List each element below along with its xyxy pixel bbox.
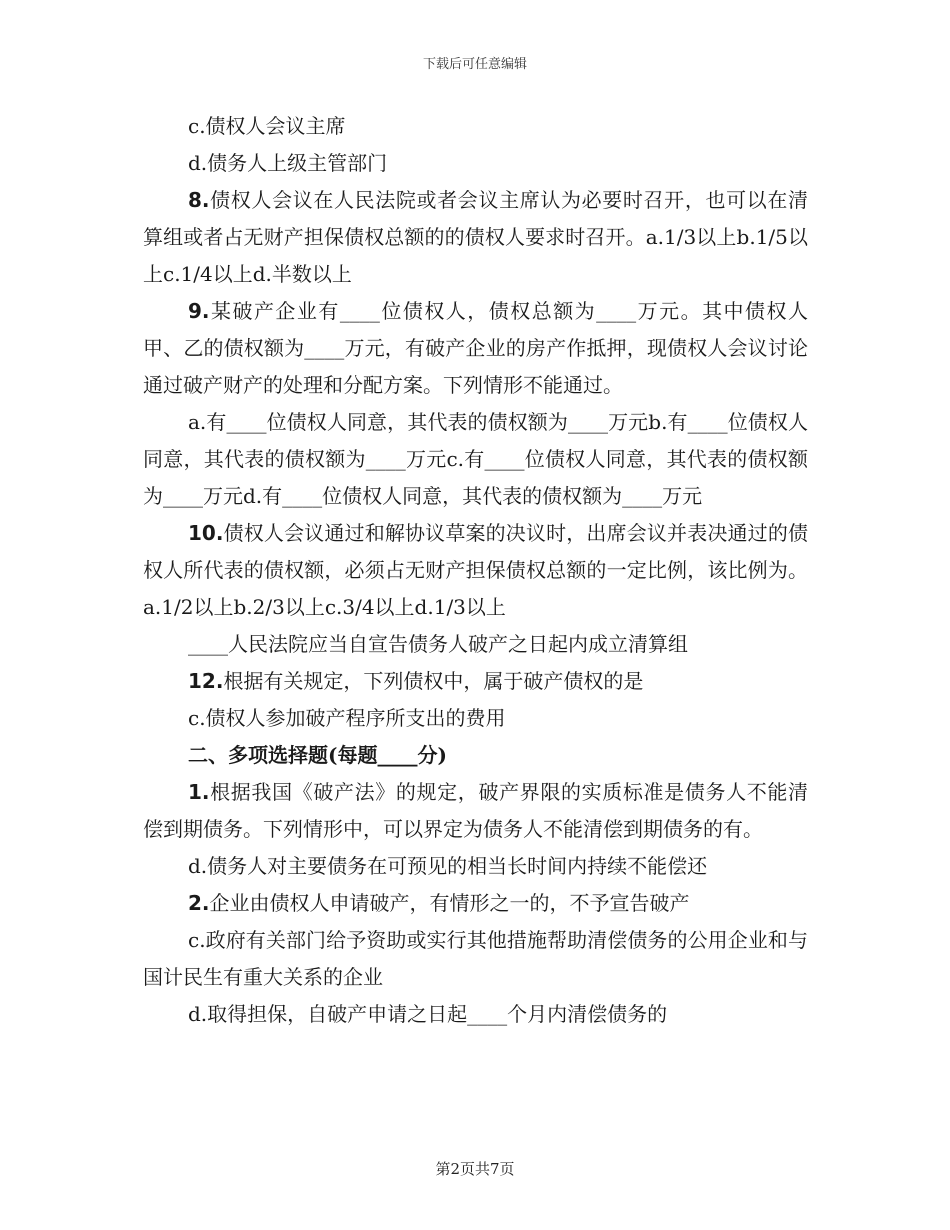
multi-question-1 — [143, 774, 808, 848]
option-line: c.政府有关部门给予资助或实行其他措施帮助清偿债务的公用企业和与国计民生有重大关系的企业 — [143, 928, 808, 989]
question-number: 9. — [188, 299, 210, 323]
option-line: d.债务人上级主管部门 — [188, 151, 388, 175]
document-body — [143, 108, 808, 1033]
question-number: 12. — [188, 669, 224, 693]
option-line: d.取得担保，自破产申请之日起____个月内清偿债务的 — [188, 1002, 668, 1026]
option-line: c.债权人会议主席 — [188, 114, 346, 138]
question-8 — [143, 182, 808, 293]
question-text: 某破产企业有____位债权人，债权总额为____万元。其中债权人甲、乙的债权额为____万元，有破产企业的房产作抵押，现债权人会议讨论通过破产财产的处理和分配方案。下列情形不能通过。 — [143, 299, 808, 397]
option-line: c.债权人参加破产程序所支出的费用 — [188, 706, 506, 730]
question-number: 2. — [188, 891, 210, 915]
question-9-options: a.有____位债权人同意，其代表的债权额为____万元b.有____位债权人同意，其代表的债权额为____万元c.有____位债权人同意，其代表的债权额为____万元d.有____位债权人同意，其代表的债权额为____万元 — [143, 410, 808, 508]
question-10 — [143, 515, 808, 626]
question-text: 债权人会议通过和解协议草案的决议时，出席会议并表决通过的债权人所代表的债权额，必须占无财产担保债权总额的一定比例，该比例为。a.1/2以上b.2/3以上c.3/4以上d.1/3以上 — [143, 521, 808, 619]
question-number: 8. — [188, 188, 210, 212]
question-text: 根据我国《破产法》的规定，破产界限的实质标准是债务人不能清偿到期债务。下列情形中，可以界定为债务人不能清偿到期债务的有。 — [143, 780, 808, 841]
question-text: 企业由债权人申请破产，有情形之一的，不予宣告破产 — [209, 891, 690, 915]
question-text: 债权人会议在人民法院或者会议主席认为必要时召开，也可以在清算组或者占无财产担保债权总额的的债权人要求时召开。a.1/3以上b.1/5以上c.1/4以上d.半数以上 — [143, 188, 808, 286]
page-header: 下载后可任意编辑 — [422, 57, 527, 72]
question-11: ____人民法院应当自宣告债务人破产之日起内成立清算组 — [188, 632, 688, 656]
question-12 — [143, 663, 808, 700]
option-line: d.债务人对主要债务在可预见的相当长时间内持续不能偿还 — [188, 854, 708, 878]
question-text: 根据有关规定，下列债权中，属于破产债权的是 — [223, 669, 644, 693]
question-9 — [143, 293, 808, 404]
question-number: 1. — [188, 780, 210, 804]
question-number: 10. — [188, 521, 224, 545]
multi-question-2 — [143, 885, 808, 922]
page-footer: 第2页共7页 — [435, 1160, 515, 1178]
section-heading: 二、多项选择题(每题____分) — [188, 743, 447, 767]
